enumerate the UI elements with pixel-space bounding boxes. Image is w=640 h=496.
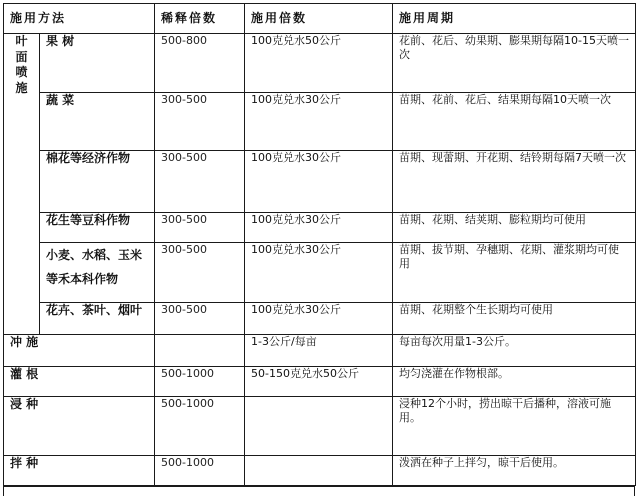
dilution-value: 300-500 xyxy=(155,243,245,303)
period-value: 苗期、现蕾期、开花期、结铃期每隔7天喷一次 xyxy=(393,151,636,213)
crop-name: 小麦、水稻、玉米等禾本科作物 xyxy=(40,243,155,303)
period-value: 花前、花后、幼果期、膨果期每隔10-15天喷一次 xyxy=(393,34,636,93)
period-value: 泼洒在种子上拌匀，晾干后使用。 xyxy=(393,456,636,486)
table-row xyxy=(4,243,636,303)
rate-value xyxy=(245,456,393,486)
crop-name: 棉花等经济作物 xyxy=(40,151,155,213)
dilution-value: 500-1000 xyxy=(155,367,245,397)
table-row xyxy=(4,367,636,397)
rate-value: 100克兑水30公斤 xyxy=(245,243,393,303)
table-row xyxy=(4,397,636,456)
usage-table xyxy=(3,3,636,486)
period-value: 均匀浇灌在作物根部。 xyxy=(393,367,636,397)
dilution-value xyxy=(155,335,245,367)
dilution-value: 500-1000 xyxy=(155,456,245,486)
foliar-label-char: 面 xyxy=(15,49,28,64)
table-row xyxy=(4,456,636,486)
rate-value: 100克兑水30公斤 xyxy=(245,151,393,213)
dilution-value: 300-500 xyxy=(155,213,245,243)
crop-name: 花卉、茶叶、烟叶 xyxy=(40,303,155,335)
table-row xyxy=(4,151,636,213)
foliar-spray-label xyxy=(4,34,40,335)
table-row xyxy=(4,303,636,335)
method-name: 浸 种 xyxy=(4,397,155,456)
header-rate: 施用倍数 xyxy=(245,4,393,34)
period-value: 苗期、拔节期、孕穗期、花期、灌浆期均可使用 xyxy=(393,243,636,303)
crop-name: 花生等豆科作物 xyxy=(40,213,155,243)
rate-value xyxy=(245,397,393,456)
table-row xyxy=(4,213,636,243)
table-row xyxy=(4,34,636,93)
period-value: 苗期、花期整个生长期均可使用 xyxy=(393,303,636,335)
rate-value: 100克兑水50公斤 xyxy=(245,34,393,93)
rate-value: 100克兑水30公斤 xyxy=(245,303,393,335)
foliar-label-char: 喷 xyxy=(15,65,28,80)
header-period: 施用周期 xyxy=(393,4,636,34)
dilution-value: 300-500 xyxy=(155,151,245,213)
dilution-value: 500-1000 xyxy=(155,397,245,456)
crop-name: 果 树 xyxy=(40,34,155,93)
table-row xyxy=(4,335,636,367)
period-value: 苗期、花前、花后、结果期每隔10天喷一次 xyxy=(393,93,636,151)
method-name: 拌 种 xyxy=(4,456,155,486)
dilution-value: 300-500 xyxy=(155,93,245,151)
rate-value: 100克兑水30公斤 xyxy=(245,213,393,243)
dilution-value: 300-500 xyxy=(155,303,245,335)
period-value: 浸种12个小时，捞出晾干后播种，溶液可施用。 xyxy=(393,397,636,456)
rate-value: 100克兑水30公斤 xyxy=(245,93,393,151)
foliar-label-char: 施 xyxy=(15,80,28,95)
rate-value: 1-3公斤/每亩 xyxy=(245,335,393,367)
period-value: 每亩每次用量1-3公斤。 xyxy=(393,335,636,367)
header-dilution: 稀释倍数 xyxy=(155,4,245,34)
foliar-label-char: 叶 xyxy=(15,34,28,48)
rate-value: 50-150克兑水50公斤 xyxy=(245,367,393,397)
cropped-footer-row xyxy=(3,486,635,496)
crop-name: 蔬 菜 xyxy=(40,93,155,151)
table-row xyxy=(4,93,636,151)
header-row xyxy=(4,4,636,34)
method-name: 冲 施 xyxy=(4,335,155,367)
period-value: 苗期、花期、结荚期、膨粒期均可使用 xyxy=(393,213,636,243)
method-name: 灌 根 xyxy=(4,367,155,397)
dilution-value: 500-800 xyxy=(155,34,245,93)
header-method: 施用方法 xyxy=(4,4,155,34)
